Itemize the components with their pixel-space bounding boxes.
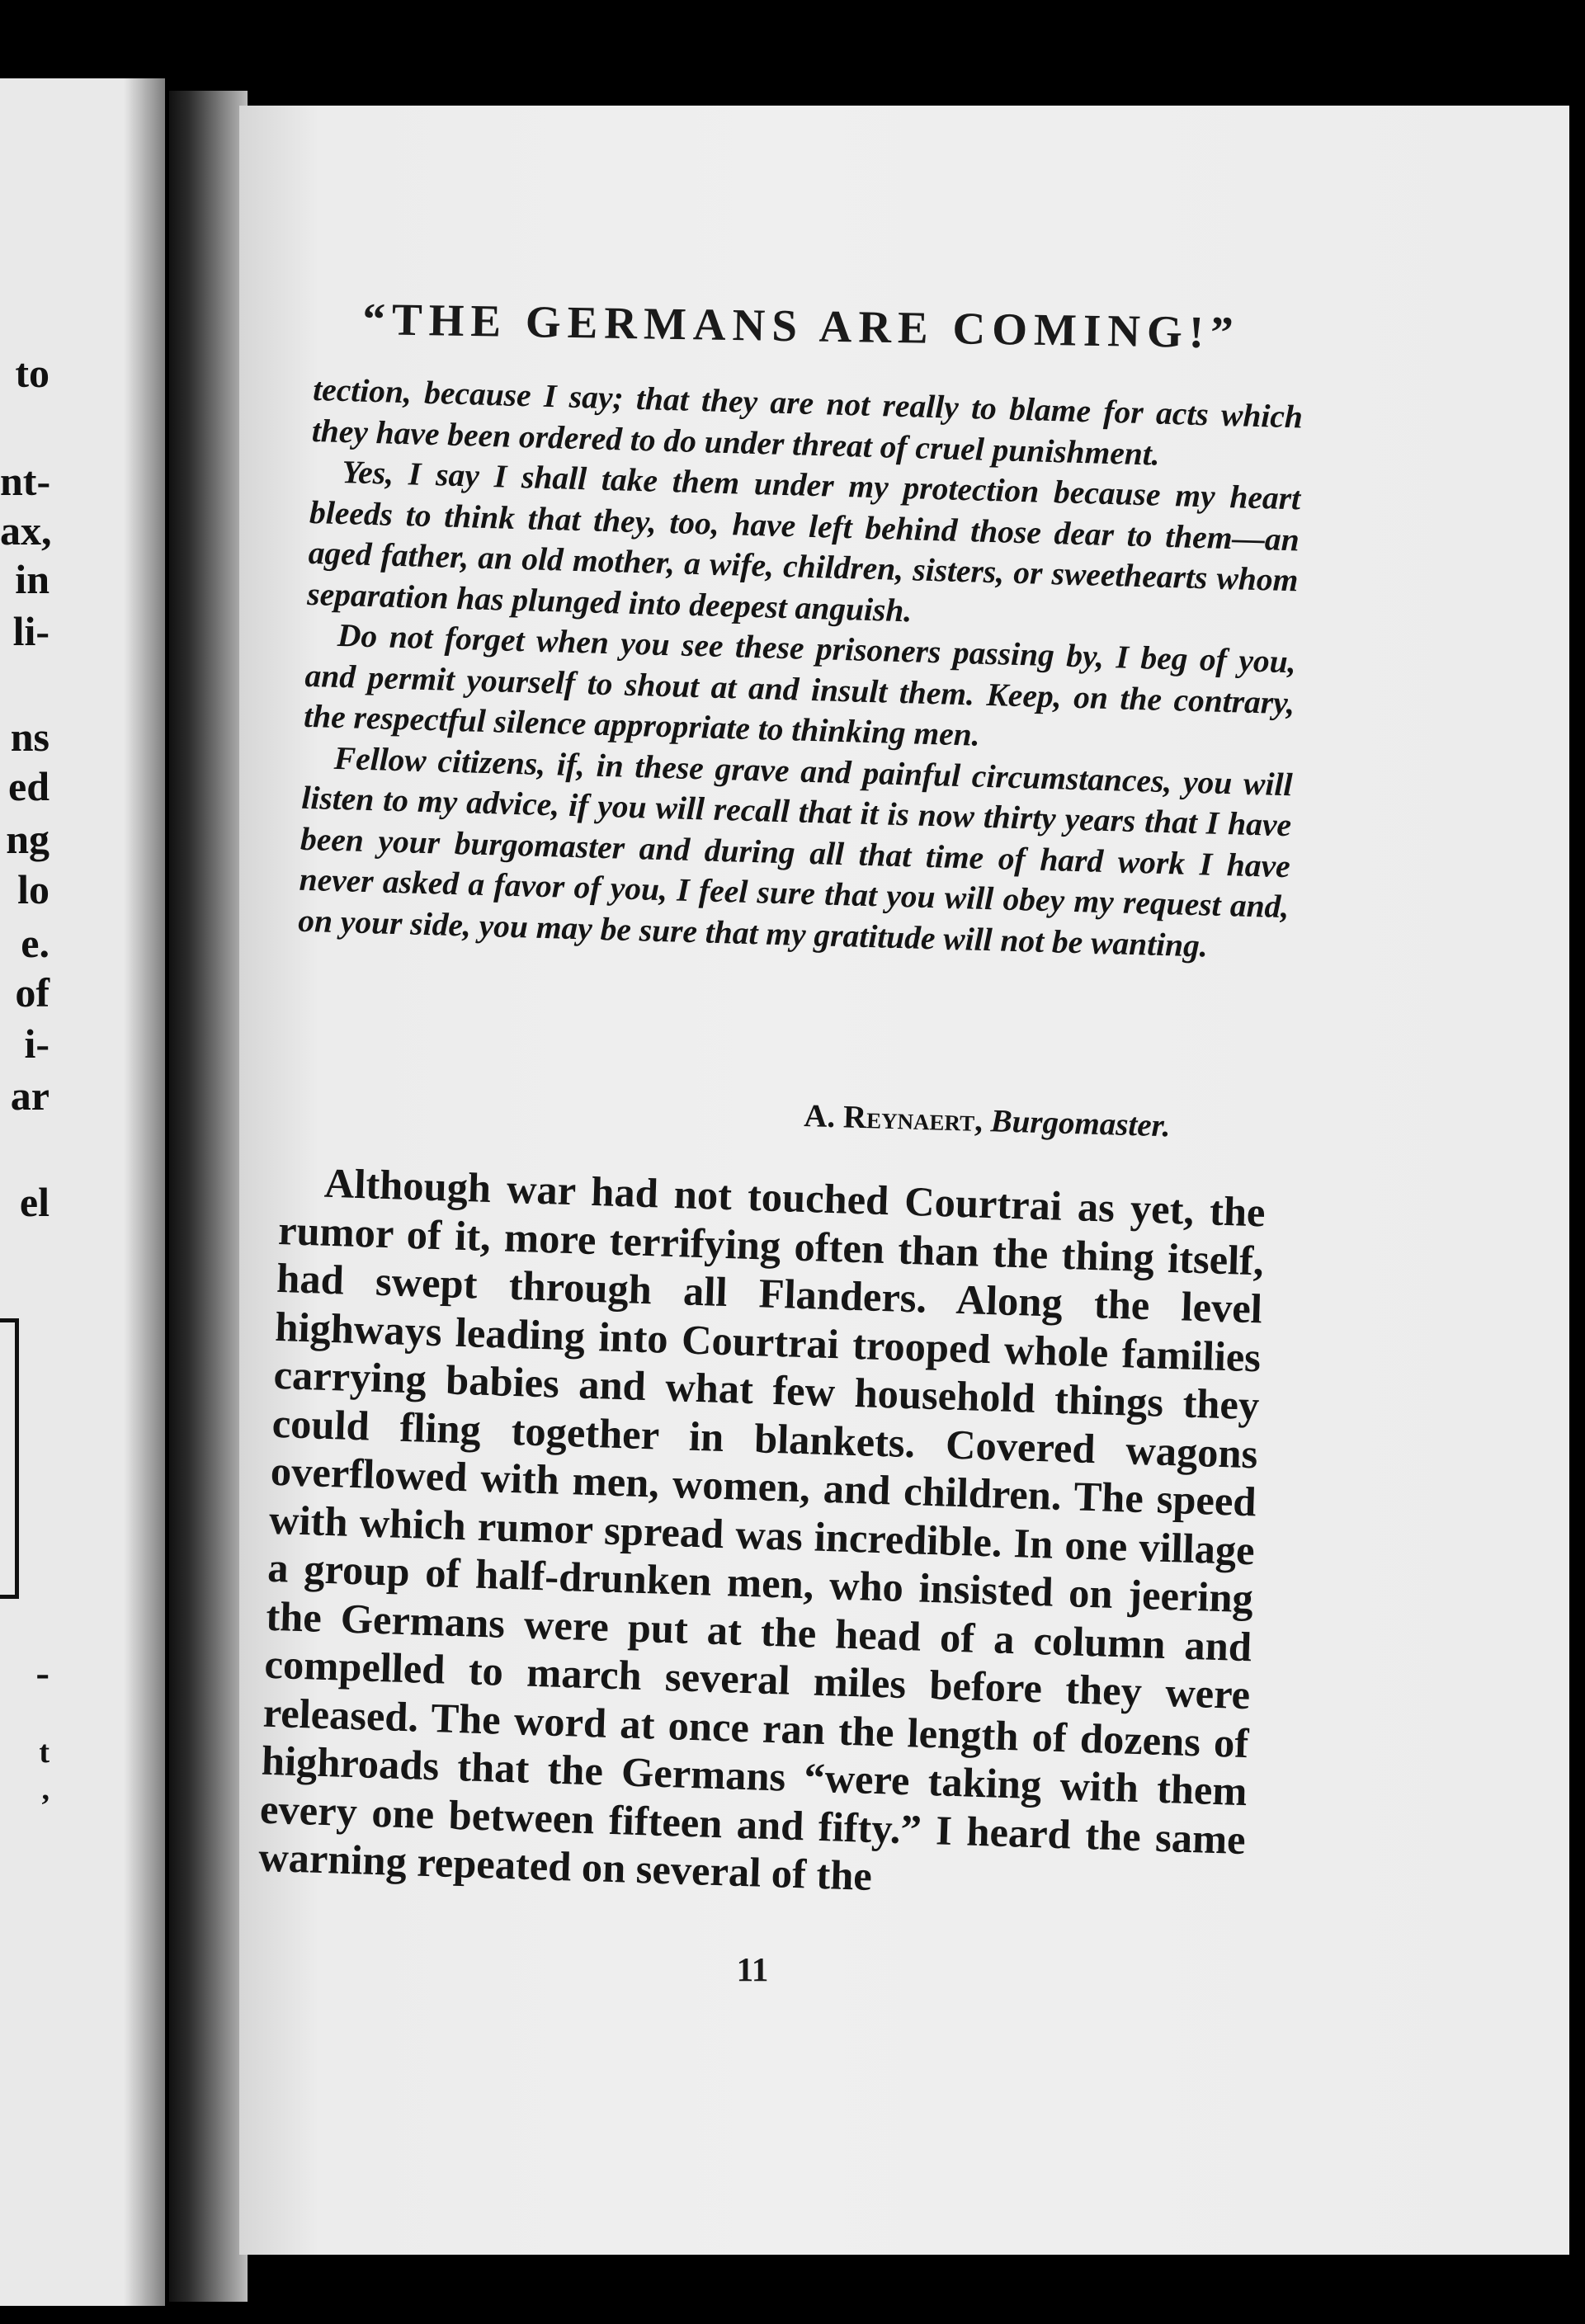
left-page-fragment: t	[39, 1735, 50, 1770]
left-page-fragment: ed	[8, 763, 50, 809]
quoted-proclamation	[298, 370, 1304, 969]
left-page-box-rule	[0, 1318, 19, 1599]
previous-page-shadow	[124, 78, 173, 2306]
left-page-fragment: nt-	[0, 458, 51, 504]
left-page-fragment: el	[19, 1179, 50, 1225]
left-page-fragment: ax,	[0, 507, 52, 554]
left-page-fragment: e.	[21, 920, 50, 966]
page-number: 11	[736, 1950, 769, 1988]
left-page-fragment: to	[15, 350, 50, 396]
left-page-fragment: lo	[17, 866, 50, 912]
left-page-fragment: in	[15, 556, 50, 602]
signature-title: Burgomaster.	[990, 1103, 1172, 1144]
left-page-fragment: of	[15, 969, 50, 1016]
left-page-fragment: ,	[41, 1772, 50, 1807]
left-page-fragment: ng	[6, 816, 50, 862]
left-page-fragment: -	[35, 1649, 50, 1695]
body-paragraph-text: Although war had not touched Courtrai as yet, the rumor of it, more terrifying often than the thing itself, had swept through all Flanders. Along the level highways leading into Courtrai trooped whole families carrying babies and what few household things they could fling together in blankets. Covered wagons overflowed with men, women, and children. The speed with which rumor spread was incredible. In one village a group of half-drunken men, who insisted on jeering the Germans were put at the head of a column and compelled to march several miles before they were released. The word at once ran the length of dozens of highroads that the Germans “were taking with them every one between fifteen and fifty.” I heard the same warning repeated on several of the	[257, 1159, 1267, 1899]
left-page-fragment: ar	[10, 1072, 50, 1119]
left-page-fragment: i-	[24, 1021, 50, 1067]
book-gutter	[169, 91, 248, 2302]
quote-paragraph: Yes, I say I shall take them under my protection because my heart bleeds to think that they, too, have left behind those dear to them—an aged father, an old mother, a wife, children, sisters, or sweethearts whom separation has plunged into deepest anguish.	[306, 454, 1301, 629]
left-page-fragment: li-	[12, 608, 50, 654]
signature-name: A. Reynaert,	[803, 1097, 984, 1139]
quote-paragraph: tection, because I say; that they are not really to blame for acts which they have been ordered to do under threat of cruel punishment.	[311, 370, 1304, 473]
running-title: “THE GERMANS ARE COMING!”	[362, 293, 1241, 358]
left-page-fragment: ns	[10, 714, 50, 760]
quote-paragraph: Fellow citizens, if, in these grave and painful circumstances, you will listen to my advice, if you will recall that it is now thirty years that I have been your burgomaster and during all that time of hard work I have never asked a favor of you, I feel sure that you will obey my request and, on your side, you may be sure that my gratitude will not be wanting.	[297, 739, 1294, 964]
quote-paragraph: Do not forget when you see these prisoners passing by, I beg of you, and permit yourself to shout at and insult them. Keep, on the contrary, the respectful silence appropriate to thinking men.	[303, 616, 1297, 753]
body-paragraph	[257, 1157, 1266, 1912]
